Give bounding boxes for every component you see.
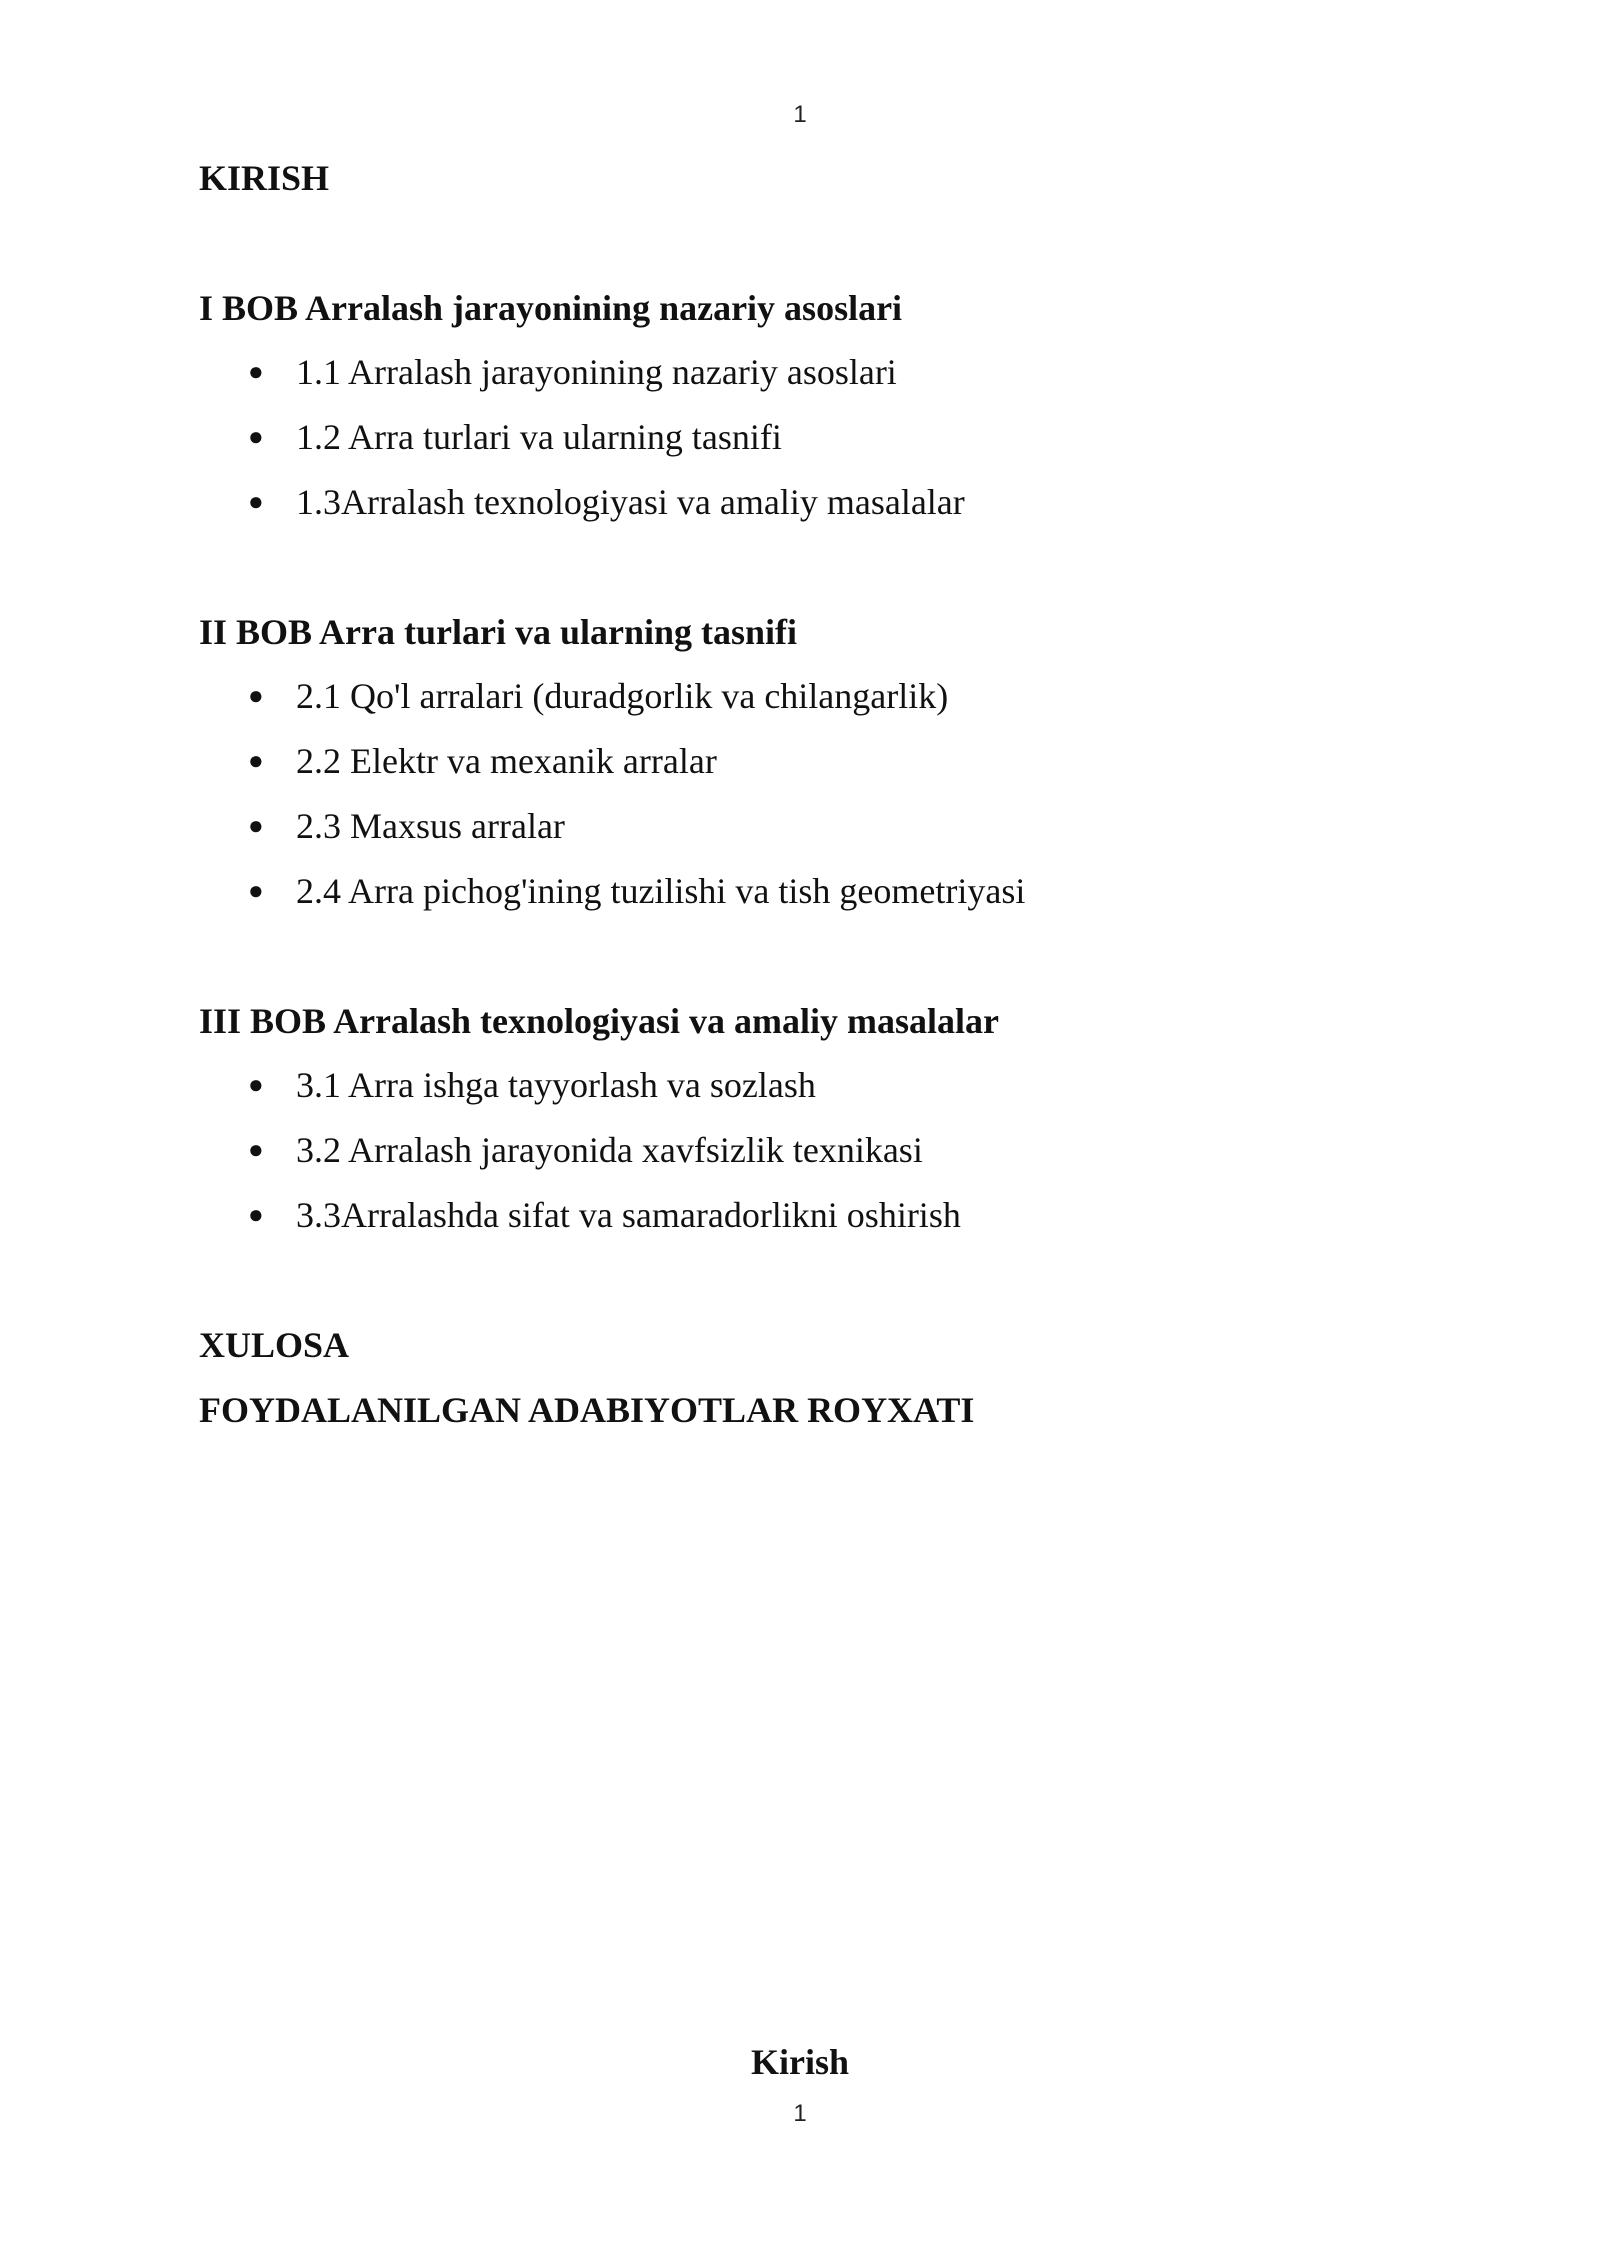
table-of-contents: [199, 156, 1459, 1453]
bullet-icon: ●: [248, 746, 264, 775]
section-title: III BOB Arralash texnologiyasi va amaliy masalalar: [199, 1001, 1000, 1041]
conclusion-heading: XULOSA: [199, 1325, 350, 1365]
list-item: [248, 415, 1459, 459]
list-item: [248, 804, 1459, 848]
section-title: II BOB Arra turlari va ularning tasnifi: [199, 612, 798, 652]
bullet-icon: ●: [248, 487, 264, 516]
section-item-list: [199, 350, 1459, 524]
list-item-label: 2.2 Elektr va mexanik arralar: [296, 741, 717, 781]
list-item-label: 3.1 Arra ishga tayyorlash va sozlash: [296, 1065, 816, 1105]
bullet-icon: ●: [248, 422, 264, 451]
bullet-icon: ●: [248, 811, 264, 840]
list-item-label: 2.3 Maxsus arralar: [296, 806, 565, 846]
toc-section-3: [199, 999, 1459, 1237]
list-item-label: 1.3Arralash texnologiyasi va amaliy masalalar: [296, 482, 965, 522]
list-item-label: 3.2 Arralash jarayonida xavfsizlik texnikasi: [296, 1130, 923, 1170]
toc-section-1: [199, 286, 1459, 524]
references-heading: FOYDALANILGAN ADABIYOTLAR ROYXATI: [199, 1390, 975, 1430]
section-item-list: [199, 1063, 1459, 1237]
bullet-icon: ●: [248, 876, 264, 905]
list-item: [248, 480, 1459, 524]
bullet-icon: ●: [248, 1070, 264, 1099]
bullet-icon: ●: [248, 1135, 264, 1164]
bullet-icon: ●: [248, 357, 264, 386]
list-item: [248, 869, 1459, 913]
list-item-label: 1.1 Arralash jarayonining nazariy asoslari: [296, 352, 897, 392]
list-item: [248, 350, 1459, 394]
list-item: [248, 739, 1459, 783]
toc-closing: [199, 1323, 1459, 1432]
bullet-icon: ●: [248, 1200, 264, 1229]
list-item-label: 1.2 Arra turlari va ularning tasnifi: [296, 417, 782, 457]
list-item-label: 2.4 Arra pichog'ining tuzilishi va tish geometriyasi: [296, 871, 1026, 911]
list-item: [248, 674, 1459, 718]
section-item-list: [199, 674, 1459, 913]
page-number-top: 1: [793, 101, 807, 128]
page-number-bottom: 1: [793, 2100, 807, 2127]
bullet-icon: ●: [248, 681, 264, 710]
list-item: [248, 1193, 1459, 1237]
toc-section-2: [199, 610, 1459, 913]
list-item-label: 3.3Arralashda sifat va samaradorlikni oshirish: [296, 1195, 961, 1235]
list-item: [248, 1063, 1459, 1107]
section-title: I BOB Arralash jarayonining nazariy asoslari: [199, 288, 903, 328]
next-page-title: Kirish: [750, 2042, 849, 2082]
list-item: [248, 1128, 1459, 1172]
list-item-label: 2.1 Qo'l arralari (duradgorlik va chilangarlik): [296, 676, 949, 716]
toc-intro-heading: KIRISH: [199, 158, 330, 198]
